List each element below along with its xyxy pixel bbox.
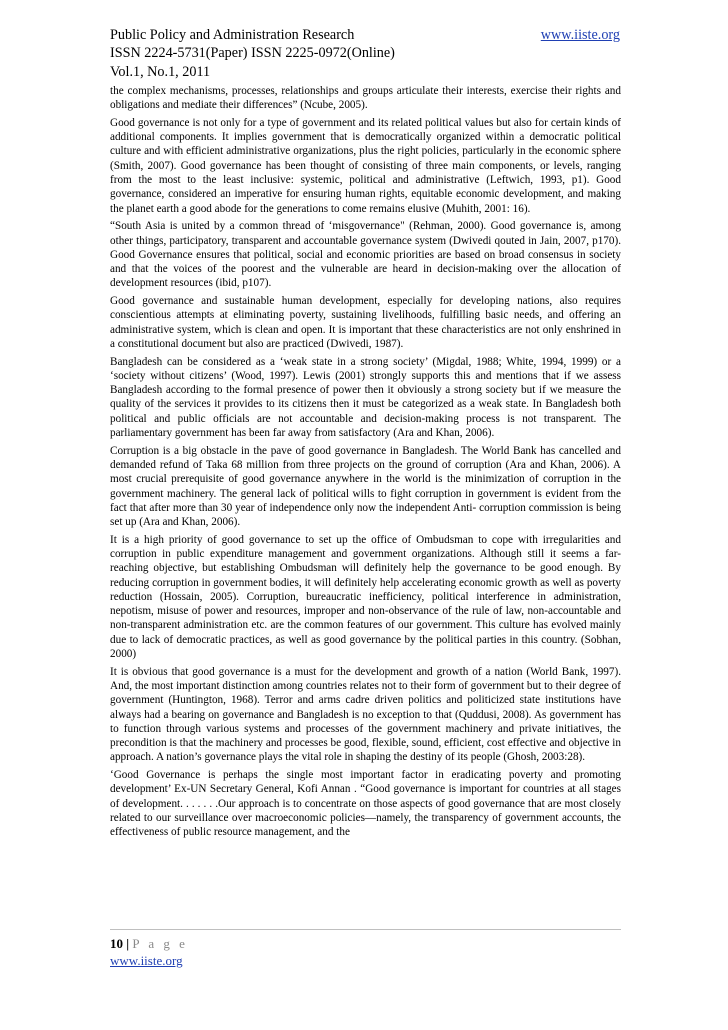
journal-volume: Vol.1, No.1, 2011 — [110, 63, 211, 80]
footer-website-link[interactable]: www.iiste.org — [110, 953, 183, 968]
footer-page-indicator — [110, 935, 621, 952]
paragraph-4: Good governance and sustainable human development, especially for developing nations, also requires conscientious attempts at eliminating poverty, sustaining livelihoods, fulfilling basic needs, and offering an administrative system, which is clean and open. It is important that these characteristics are not only enshrined in a constitutional document but also are practiced (Dwivedi, 1987). — [110, 295, 621, 350]
page-separator: | — [126, 936, 130, 951]
journal-issn: ISSN 2224-5731(Paper) ISSN 2225-0972(Online) — [110, 45, 395, 62]
paragraph-3: “South Asia is united by a common thread of ‘misgovernance" (Rehman, 2000). Good governance is, among other things, participatory, transparent and accountable governance system (Dwivedi qouted in Jain, 2007, p170). Good Governance ensures that political, social and economic priorities are based on broad consensus in society and that the voices of the poorest and the vulnerable are heard in decision-making over the allocation of development resources (ibid, p107). — [110, 220, 621, 290]
article-body — [110, 84, 621, 843]
page-label: P a g e — [132, 936, 188, 951]
paragraph-7: It is a high priority of good governance to set up the office of Ombudsman to cope with irregularities and corruption in public expenditure management and government organizations. Although still it seems a far-reaching objective, but establishing Ombudsman will definitely help the governance to be good enough. By reducing corruption in government bodies, it will definitely help accelerating economic growth as well as poverty reduction (Hossain, 2005). Corruption, bureaucratic inefficiency, political interference in administration, nepotism, misuse of power and resources, improper and non-observance of the rule of law, non-accountable and non-transparent administration etc. are the common features of our government. This culture has evolved mainly due to lack of democratic practices, as well as good governance by the political parties in this country. (Sobhan, 2000) — [110, 533, 621, 661]
footer-divider — [110, 929, 621, 930]
journal-header — [110, 26, 620, 81]
paragraph-6: Corruption is a big obstacle in the pave of good governance in Bangladesh. The World Bank has cancelled and demanded refund of Taka 68 million from three projects on the ground of corruption (Ara and Khan, 2006). A most crucial prerequisite of good governance anywhere in the world is the minimization of corruption in the government machinery. The general lack of political wills to fight corruption in government is evident from the fact that after more than 30 year of independence only now the independent Anti- corruption commission is being set up (Ara and Khan, 2006). — [110, 444, 621, 529]
page-footer — [110, 929, 621, 969]
journal-title: Public Policy and Administration Research — [110, 27, 355, 43]
paragraph-8: It is obvious that good governance is a must for the development and growth of a nation (World Bank, 1997). And, the most important distinction among countries relates not to their form of government but to their degree of government (Huntington, 1968). Terror and arms cadre driven politics and politicized state institutions have always had a bearing on governance and Bangladesh is no exception to that (Quddusi, 2008). As government has to function through various systems and processes of the government machinery and private initiatives, the precondition is that the machinery and processes be good, flexible, sound, efficient, cost effective and objective in approach. A nation’s governance plays the vital role in shaping the destiny of its people (Ghosh, 2003:28). — [110, 665, 621, 764]
header-website-link[interactable]: www.iiste.org — [540, 27, 620, 43]
header-title-line — [110, 26, 620, 44]
paragraph-5: Bangladesh can be considered as a ‘weak state in a strong society’ (Migdal, 1988; White, 1994, 1999) or a ‘society without citizens’ (Wood, 1997). Lewis (2001) strongly supports this and mentions that if we assess Bangladesh according to the formal presence of power then it obviously a strong society but if we measure the quality of the services it provides to its citizens then it must be categorized as a weak state. In Bangladesh both political and public officials are not accountable and decision-making process is not transparent. The parliamentary government has been far away from satisfactory (Ara and Khan, 2006). — [110, 355, 621, 440]
paragraph-9: ‘Good Governance is perhaps the single most important factor in eradicating poverty and promoting development’ Ex-UN Secretary General, Kofi Annan . “Good governance is important for countries at all stages of development. . . . . . .Our approach is to concentrate on those aspects of good governance that are most closely related to our surveillance over macroeconomic policies—namely, the transparency of government accounts, the effectiveness of public resource management, and the — [110, 769, 621, 839]
paragraph-1: the complex mechanisms, processes, relationships and groups articulate their interests, exercise their rights and obligations and mediate their differences” (Ncube, 2005). — [110, 85, 621, 112]
paragraph-2: Good governance is not only for a type of government and its related political values but also for certain kinds of additional components. It implies government that is democratically organized within a democratic political culture and with efficient administrative organizations, plus the right policies, particularly in the economic sphere (Smith, 2007). Good governance has been thought of consisting of three main components, or levels, ranging from the most to the least inclusive: systemic, political and administrative (Leftwich, 1993, p1). Good governance, considered an imperative for ensuring human rights, equitable economic development, and making the planet earth a good abode for the generations to come remains elusive (Muhith, 2001: 16). — [110, 116, 621, 215]
page-number: 10 — [110, 936, 123, 951]
